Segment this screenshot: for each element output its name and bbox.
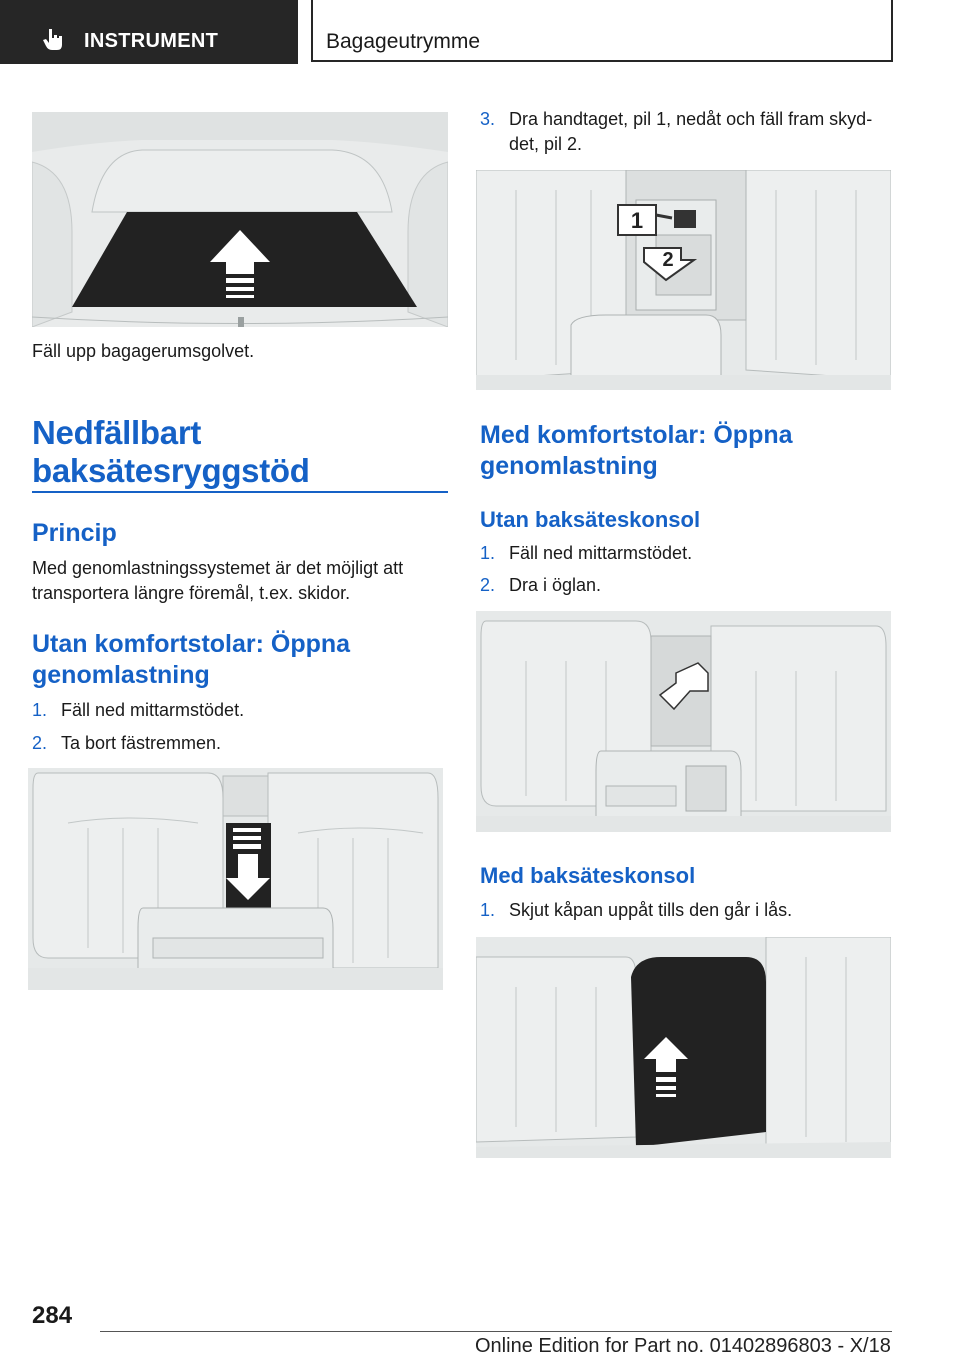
list-item-step3 — [480, 107, 900, 157]
step-number: 3. — [480, 109, 496, 129]
caption-trunk-floor: Fäll upp bagagerumsgolvet. — [32, 341, 255, 361]
heading-main-rule — [32, 491, 448, 493]
list-item — [32, 698, 452, 723]
heading-with-console: Med baksäteskonsol — [480, 863, 696, 888]
figure-cover-slide — [476, 937, 891, 1158]
footer-rule — [100, 1331, 892, 1332]
step-text: Skjut kåpan uppåt tills den går i lås. — [509, 900, 793, 920]
figure-label-1: 1 — [630, 208, 644, 233]
list-item — [480, 898, 900, 923]
step-number: 2. — [32, 733, 48, 753]
heading-main — [32, 414, 310, 490]
figure-handle-cover — [476, 170, 891, 390]
heading-without-comfort: Utan komfortstolar: Öppna genomlastning — [32, 630, 351, 689]
hand-pointer-icon — [40, 26, 66, 52]
heading-main-line-2: baksätesryggstöd — [32, 452, 310, 489]
step-number: 2. — [480, 575, 496, 595]
figure-label-2: 2 — [662, 249, 674, 271]
list-item — [480, 541, 900, 566]
step-number: 1. — [32, 700, 48, 720]
header-chapter-label: Bagageutrymme — [326, 30, 481, 53]
heading-principle: Princip — [32, 519, 117, 547]
figure-rear-seat-strap — [28, 768, 443, 990]
principle-body: Med genomlastningssystemet är det möjligt att transportera längre föremål, t.ex. skidor. — [32, 558, 404, 603]
figure-loop-pull — [476, 611, 891, 832]
step-text: Fäll ned mittarmstödet. — [509, 543, 693, 563]
heading-main-line-1: Nedfällbart — [32, 414, 202, 451]
figure-trunk-floor — [32, 112, 448, 327]
step-text: Dra i öglan. — [509, 575, 602, 595]
step-number: 1. — [480, 543, 496, 563]
step-text: Dra handtaget, pil 1, nedåt och fäll fram skyd- det, pil 2. — [509, 109, 873, 154]
heading-with-comfort: Med komfortstolar: Öppna genomlastning — [480, 421, 793, 480]
page-number: 284 — [32, 1302, 73, 1329]
list-item — [32, 731, 452, 756]
header-section-label: INSTRUMENT — [84, 30, 219, 52]
step-text: Fäll ned mittarmstödet. — [61, 700, 245, 720]
list-item — [480, 573, 900, 598]
heading-no-console: Utan baksäteskonsol — [480, 507, 701, 532]
footer-edition: Online Edition for Part no. 01402896803 - X/18 — [475, 1335, 891, 1357]
step-text: Ta bort fästremmen. — [61, 733, 222, 753]
step-number: 1. — [480, 900, 496, 920]
